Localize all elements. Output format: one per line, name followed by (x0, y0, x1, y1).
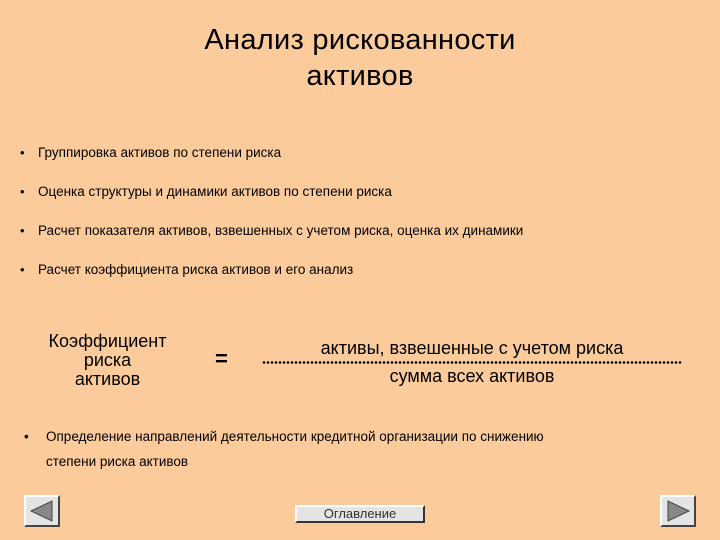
formula-fraction (262, 338, 682, 386)
bullet-marker: • (20, 262, 25, 277)
next-slide-button[interactable] (660, 495, 696, 527)
bullet-text: Расчет коэффициента риска активов и его анализ (38, 262, 354, 277)
slide-title-line2: активов (306, 60, 414, 92)
toc-button[interactable]: Оглавление (295, 505, 425, 523)
triangle-right-icon (665, 500, 691, 522)
bullet-list (20, 145, 710, 301)
formula-left-line2: риска (83, 350, 132, 370)
bullet-text: Оценка структуры и динамики активов по степени риска (38, 184, 392, 199)
bottom-bullet-line2: степени риска активов (46, 454, 189, 469)
formula-equals-sign: = (215, 346, 228, 371)
bullet-item-1 (20, 145, 710, 184)
fraction-line (262, 360, 682, 365)
slide-title (0, 22, 720, 94)
formula-numerator: активы, взвешенные с учетом риска (320, 338, 624, 358)
bullet-item-2 (20, 184, 710, 223)
bullet-marker: • (20, 223, 25, 238)
formula-left-line3: активов (74, 369, 141, 389)
bullet-item-4 (20, 262, 710, 301)
bullet-item-3 (20, 223, 710, 262)
triangle-left-icon (29, 500, 55, 522)
formula-denominator: сумма всех активов (389, 366, 555, 386)
bullet-marker: • (24, 429, 29, 444)
bullet-text: Расчет показателя активов, взвешенных с учетом риска, оценка их динамики (38, 223, 524, 238)
bullet-text: Группировка активов по степени риска (38, 145, 282, 160)
bullet-marker: • (20, 184, 25, 199)
prev-slide-button[interactable] (24, 495, 60, 527)
bottom-bullet-line1: Определение направлений деятельности кредитной организации по снижению (46, 429, 544, 444)
bullet-marker: • (20, 145, 25, 160)
formula-left-line1: Коэффициент (48, 331, 167, 351)
formula-left-side (30, 332, 185, 389)
slide-title-line1: Анализ рискованности (204, 24, 516, 56)
bottom-bullet-item (24, 424, 694, 474)
